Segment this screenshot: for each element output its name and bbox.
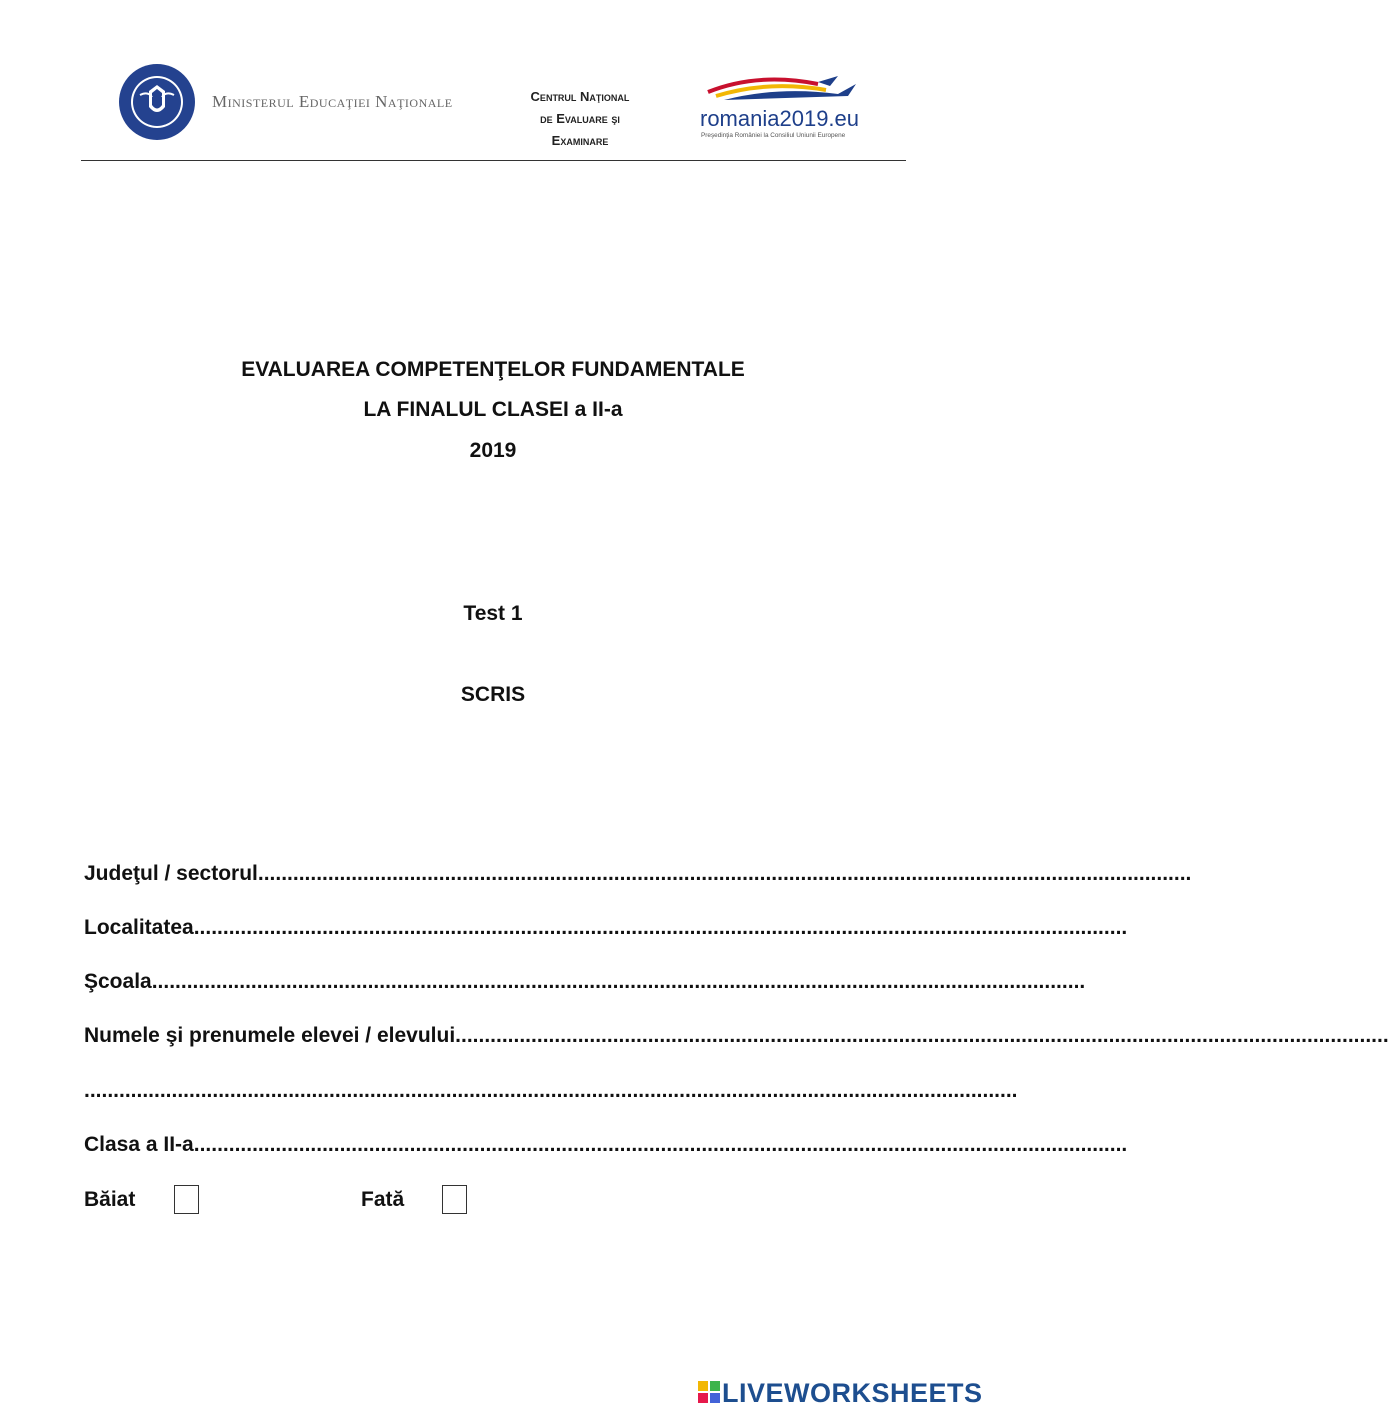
class-field[interactable] bbox=[84, 1133, 1128, 1157]
locality-label: Localitatea bbox=[84, 916, 194, 939]
student-name-field[interactable] bbox=[84, 1024, 1389, 1048]
school-label: Şcoala bbox=[84, 970, 152, 993]
county-label: Judeţul / sectorul bbox=[84, 862, 258, 885]
liveworksheets-logo-icon bbox=[698, 1381, 720, 1403]
locality-field[interactable] bbox=[84, 916, 1128, 940]
class-dots: ................................................................................................................................................................ bbox=[193, 1133, 1128, 1156]
school-dots: ................................................................................................................................................................ bbox=[151, 970, 1086, 993]
exam-title: EVALUAREA COMPETENŢELOR FUNDAMENTALE bbox=[241, 358, 745, 381]
student-name-dots: ................................................................................................................................................................ bbox=[455, 1024, 1389, 1047]
school-field[interactable] bbox=[84, 970, 1086, 994]
exam-year: 2019 bbox=[469, 439, 517, 462]
county-dots: ................................................................................................................................................................ bbox=[257, 862, 1192, 885]
girl-label: Fată bbox=[361, 1188, 405, 1211]
header-divider bbox=[81, 160, 906, 161]
girl-checkbox[interactable] bbox=[442, 1185, 467, 1214]
evaluation-centre-name bbox=[505, 86, 655, 152]
government-seal-logo bbox=[118, 63, 196, 141]
centre-line-1: Centrul Naţional bbox=[530, 89, 630, 104]
centre-line-3: Examinare bbox=[551, 133, 609, 148]
class-label: Clasa a II-a bbox=[84, 1133, 194, 1156]
section-name: SCRIS bbox=[460, 683, 526, 706]
boy-checkbox[interactable] bbox=[174, 1185, 199, 1214]
student-name-label: Numele şi prenumele elevei / elevului bbox=[84, 1024, 456, 1047]
county-field[interactable] bbox=[84, 862, 1192, 886]
romania2019-logo bbox=[698, 70, 873, 140]
test-number: Test 1 bbox=[463, 602, 523, 625]
romania-logo-text: romania2019.eu bbox=[700, 106, 860, 131]
locality-dots: ................................................................................................................................................................ bbox=[193, 916, 1128, 939]
centre-line-2: de Evaluare şi bbox=[540, 111, 620, 126]
boy-label: Băiat bbox=[84, 1188, 136, 1211]
continuation-dots: ................................................................................................................................................................ bbox=[84, 1079, 1018, 1102]
romania-logo-tagline: Preşedinţia României la Consiliul Uniunii Europene bbox=[701, 132, 846, 139]
student-name-continuation-field[interactable] bbox=[84, 1079, 1018, 1103]
exam-subtitle: LA FINALUL CLASEI a II-a bbox=[363, 398, 623, 421]
ministry-name: Ministerul Educaţiei Naţionale bbox=[212, 92, 453, 111]
liveworksheets-brand: LIVEWORKSHEETS bbox=[722, 1378, 983, 1408]
